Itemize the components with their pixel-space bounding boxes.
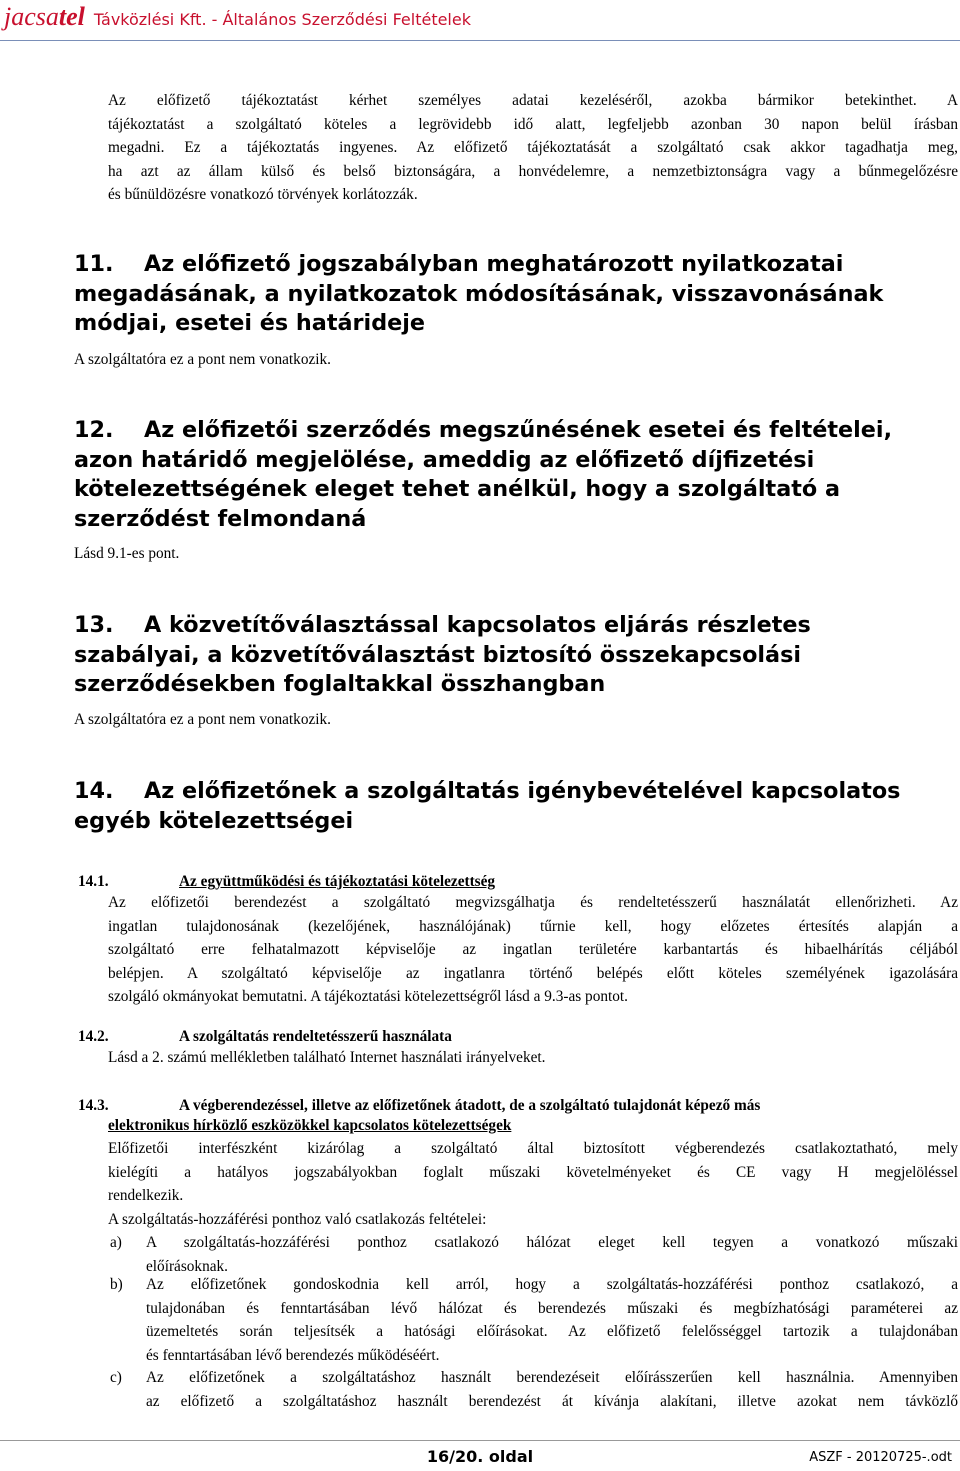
text-line: A szolgáltatás-hozzáférési ponthoz csatlakozó hálózat eleget kell tegyen a vonatkozó műszaki bbox=[146, 1234, 958, 1251]
text-line: ha azt az állam külső és belső biztonságára, a honvédelemre, a nemzetbiztonságra vagy a bűnmegelőzésre bbox=[108, 162, 958, 180]
subsection-heading-14-3 bbox=[78, 1095, 958, 1117]
header-divider bbox=[0, 40, 960, 41]
subsection-number: 14.1. bbox=[78, 873, 109, 890]
section-13-body: A szolgáltatóra ez a pont nem vonatkozik. bbox=[74, 711, 331, 728]
header-title: Távközlési Kft. - Általános Szerződési Feltételek bbox=[93, 10, 471, 29]
intro-paragraph bbox=[108, 89, 958, 207]
list-label: c) bbox=[110, 1369, 122, 1386]
text-line: belépjen. A szolgáltató képviselője az ingatlanra történő belépés előtt köteles személyének igazolására bbox=[108, 964, 958, 982]
section-number: 12. bbox=[74, 417, 114, 443]
text-line: szolgáló okmányokat bemutatni. A tájékoztatási kötelezettségről lásd a 9.3-as pontot. bbox=[108, 988, 628, 1006]
section-heading-11 bbox=[74, 250, 954, 339]
section-heading-13 bbox=[74, 611, 954, 700]
section-12-body: Lásd 9.1-es pont. bbox=[74, 545, 180, 562]
text-line: ingatlan tulajdonosának (kezelőjének, használójának) tűrnie kell, hogy előzetes értesítés alapján a bbox=[108, 917, 958, 935]
text-line: Az előfizetői berendezést a szolgáltató megvizsgálhatja és rendeltetésszerű használatát ellenőrizheti. Az bbox=[108, 894, 958, 911]
company-logo-part1: jacsa bbox=[4, 2, 59, 31]
text-line: üzemeltetés során teljesítsék a hatósági előírásokat. Az előfizető felelősséggel tartozik a tulajdonában bbox=[146, 1323, 958, 1341]
section-title-line: egyéb kötelezettségei bbox=[74, 807, 354, 834]
subsection-title: A végberendezéssel, illetve az előfizetőnek átadott, de a szolgáltató tulajdonát képező más bbox=[179, 1097, 761, 1114]
subsection-title: A szolgáltatás rendeltetésszerű használata bbox=[179, 1028, 452, 1045]
text-line: tulajdonában és fenntartásában lévő hálózat és berendezés műszaki és megbízhatósági paraméterei az bbox=[146, 1299, 958, 1317]
section-title-line: Az előfizetőnek a szolgáltatás igénybevételével kapcsolatos bbox=[144, 778, 901, 804]
text-line: Az előfizetőnek gondoskodnia kell arról, hogy a szolgáltatás-hozzáférési ponthoz csatlakozó, a bbox=[146, 1276, 958, 1293]
text-line: rendelkezik. bbox=[108, 1187, 184, 1205]
section-title-line: szerződésekben foglaltakkal összhangban bbox=[74, 671, 606, 697]
text-line: és bűnüldözésre vonatkozó törvények korlátozzák. bbox=[108, 186, 418, 204]
subsection-14-3-body bbox=[108, 1137, 958, 1231]
section-title-line: kötelezettségének eleget tehet anélkül, hogy a szolgáltató a bbox=[74, 476, 841, 502]
text-line: Az előfizetőnek a szolgáltatáshoz használt berendezéseit előírásszerűen kell használnia. Amennyiben bbox=[146, 1369, 958, 1386]
section-heading-12 bbox=[74, 416, 954, 534]
text-line: kielégíti a hatályos jogszabályokban foglalt műszaki követelményeket és CE vagy H megjelöléssel bbox=[108, 1163, 958, 1181]
text-line: Előfizetői interfészként kizárólag a szolgáltató által biztosított végberendezés csatlakoztatható, mely bbox=[108, 1140, 958, 1157]
section-title-line: Az előfizető jogszabályban meghatározott nyilatkozatai bbox=[144, 251, 844, 277]
section-title-line: módjai, esetei és határideje bbox=[74, 310, 426, 336]
text-line: az előfizető a szolgáltatáshoz használt berendezést át kívánja alakítani, illetve azokat nem távközlő bbox=[146, 1392, 958, 1410]
list-label: b) bbox=[110, 1276, 123, 1293]
section-number: 11. bbox=[74, 251, 114, 277]
section-title-line: A közvetítőválasztással kapcsolatos eljárás részletes bbox=[144, 612, 811, 638]
subsection-title: Az együttműködési és tájékoztatási kötelezettség bbox=[179, 873, 496, 890]
text-line: tájékoztatást a szolgáltató köteles a legrövidebb idő alatt, legfeljebb azonban 30 napon belül írásban bbox=[108, 115, 958, 133]
section-title-line: szabályai, a közvetítőválasztást biztosító összekapcsolási bbox=[74, 641, 802, 668]
section-title-line: szerződést felmondaná bbox=[74, 505, 367, 532]
company-logo-part2: tel bbox=[58, 2, 85, 31]
subsection-14-1-body bbox=[108, 891, 958, 1009]
text-line: megadni. Ez a tájékoztatás ingyenes. Az előfizető tájékoztatását a szolgáltató csak akkor tagadhatja meg, bbox=[108, 139, 958, 157]
subsection-heading-14-2 bbox=[78, 1026, 958, 1048]
section-number: 13. bbox=[74, 612, 114, 638]
text-line: és fenntartásában lévő berendezés működéséért. bbox=[146, 1346, 440, 1364]
section-title-line: azon határidő megjelölése, ameddig az előfizető díjfizetési bbox=[74, 446, 815, 473]
subsection-number: 14.3. bbox=[78, 1097, 109, 1114]
section-11-body: A szolgáltatóra ez a pont nem vonatkozik. bbox=[74, 351, 331, 368]
conditions-intro: A szolgáltatás-hozzáférési ponthoz való csatlakozás feltételei: bbox=[108, 1210, 487, 1228]
text-line: előírásoknak. bbox=[146, 1257, 228, 1275]
section-title-line: megadásának, a nyilatkozatok módosításának, visszavonásának bbox=[74, 280, 884, 307]
list-label: a) bbox=[110, 1234, 122, 1251]
subsection-number: 14.2. bbox=[78, 1028, 109, 1045]
text-line: szolgáltató erre felhatalmazott képviselője az ingatlan területére karbantartás és hibaelhárítás céljából bbox=[108, 941, 958, 959]
section-title-line: Az előfizetői szerződés megszűnésének esetei és feltételei, bbox=[144, 417, 893, 443]
subsection-title-continued: elektronikus hírközlő eszközökkel kapcsolatos kötelezettségek bbox=[108, 1117, 512, 1134]
text-line: Az előfizető tájékoztatást kérhet személyes adatai kezeléséről, azokba bármikor betekinthet. A bbox=[108, 92, 958, 109]
section-heading-14 bbox=[74, 777, 954, 836]
footer-divider bbox=[0, 1440, 960, 1441]
page-header bbox=[4, 2, 471, 32]
page-number: 16/20. oldal bbox=[426, 1447, 534, 1466]
section-number: 14. bbox=[74, 778, 114, 804]
subsection-heading-14-1 bbox=[78, 871, 958, 893]
document-id: ASZF - 20120725-.odt bbox=[809, 1450, 952, 1465]
subsection-14-2-body: Lásd a 2. számú mellékletben található Internet használati irányelveket. bbox=[108, 1049, 546, 1066]
